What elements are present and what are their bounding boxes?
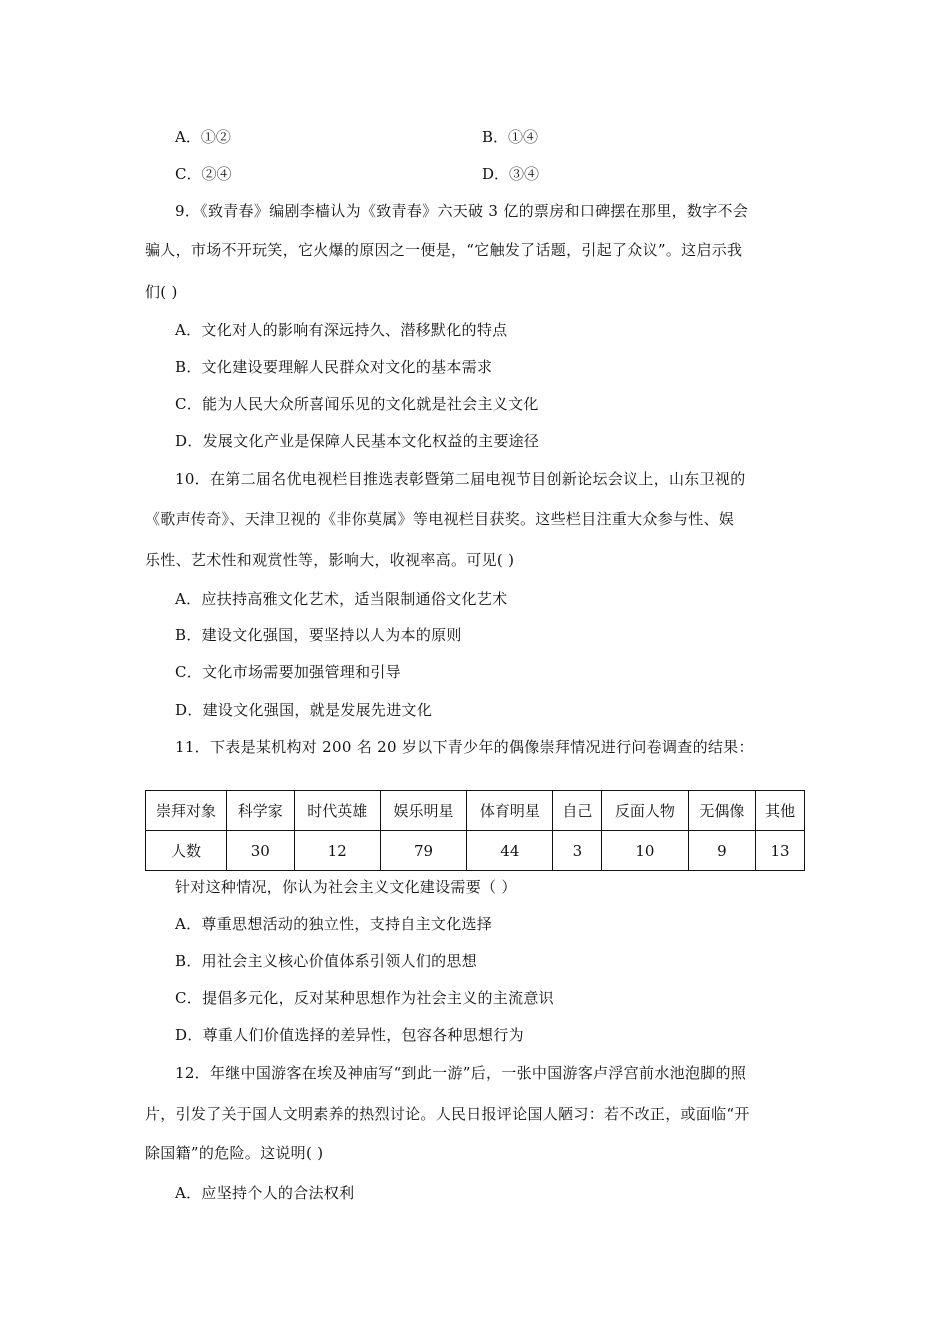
survey-header-cell: 时代英雄 <box>294 791 380 831</box>
q9-stem-line-2: 骗人，市场不开玩笑，它火爆的原因之一便是，“它触发了话题，引起了众议”。这启示我 <box>145 241 743 259</box>
q11-option-b: B．用社会主义核心价值体系引领人们的思想 <box>175 952 478 970</box>
survey-data-cell: 30 <box>227 831 295 871</box>
q12-stem-line-1: 12．年继中国游客在埃及神庙写“到此一游”后，一张中国游客卢浮宫前水池泡脚的照 <box>175 1064 747 1082</box>
q8-option-c: C．②④ <box>175 165 232 183</box>
survey-header-cell: 反面人物 <box>602 791 688 831</box>
survey-table-data-row <box>146 831 805 871</box>
survey-header-cell: 其他 <box>756 791 805 831</box>
survey-header-cell: 娱乐明星 <box>380 791 466 831</box>
survey-data-cell: 3 <box>553 831 602 871</box>
q9-stem-line-3: 们( ) <box>145 283 178 301</box>
q10-stem-line-1: 10．在第二届名优电视栏目推选表彰暨第二届电视节目创新论坛会议上，山东卫视的 <box>175 470 746 488</box>
q11-option-c: C．提倡多元化，反对某种思想作为社会主义的主流意识 <box>175 989 554 1007</box>
survey-header-cell: 自己 <box>553 791 602 831</box>
q9-option-c: C．能为人民大众所喜闻乐见的文化就是社会主义文化 <box>175 395 539 413</box>
q8-option-a: A．①② <box>175 128 231 146</box>
q11-option-d: D．尊重人们价值选择的差异性，包容各种思想行为 <box>175 1026 524 1044</box>
q10-stem-line-3: 乐性、艺术性和观赏性等，影响大，收视率高。可见( ) <box>145 551 515 569</box>
q9-option-d: D．发展文化产业是保障人民基本文化权益的主要途径 <box>175 432 540 450</box>
survey-data-cell: 人数 <box>146 831 227 871</box>
survey-header-cell: 体育明星 <box>467 791 553 831</box>
q12-stem-line-3: 除国籍”的危险。这说明( ) <box>145 1144 324 1162</box>
survey-data-cell: 13 <box>756 831 805 871</box>
q10-option-b: B．建设文化强国，要坚持以人为本的原则 <box>175 626 462 644</box>
survey-header-cell: 崇拜对象 <box>146 791 227 831</box>
q12-option-a: A．应坚持个人的合法权利 <box>175 1184 355 1202</box>
q9-option-b: B．文化建设要理解人民群众对文化的基本需求 <box>175 358 493 376</box>
survey-data-cell: 44 <box>467 831 553 871</box>
q8-option-d: D．③④ <box>482 165 540 183</box>
survey-data-cell: 9 <box>688 831 756 871</box>
survey-header-cell: 无偶像 <box>688 791 756 831</box>
q10-option-d: D．建设文化强国，就是发展先进文化 <box>175 701 433 719</box>
survey-data-cell: 10 <box>602 831 688 871</box>
q10-option-c: C．文化市场需要加强管理和引导 <box>175 663 401 681</box>
survey-data-cell: 79 <box>380 831 466 871</box>
survey-table <box>145 790 805 871</box>
q11-stem-line-2: 针对这种情况，你认为社会主义文化建设需要（ ） <box>175 878 517 896</box>
q10-option-a: A．应扶持高雅文化艺术，适当限制通俗文化艺术 <box>175 590 508 608</box>
survey-table-header-row <box>146 791 805 831</box>
survey-data-cell: 12 <box>294 831 380 871</box>
q11-stem-line-1: 11．下表是某机构对 200 名 20 岁以下青少年的偶像崇拜情况进行问卷调查的结果： <box>175 738 754 756</box>
q8-option-b: B．①④ <box>482 128 539 146</box>
q12-stem-line-2: 片，引发了关于国人文明素养的热烈讨论。人民日报评论国人陋习：若不改正，或面临“开 <box>145 1105 750 1123</box>
q9-stem-line-1: 9．《致青春》编剧李樯认为《致青春》六天破 3 亿的票房和口碑摆在那里，数字不会 <box>175 202 749 220</box>
q10-stem-line-2: 《歌声传奇》、天津卫视的《非你莫属》等电视栏目获奖。这些栏目注重大众参与性、娱 <box>145 510 735 528</box>
survey-header-cell: 科学家 <box>227 791 295 831</box>
q9-option-a: A．文化对人的影响有深远持久、潜移默化的特点 <box>175 321 508 339</box>
q11-option-a: A．尊重思想活动的独立性，支持自主文化选择 <box>175 915 493 933</box>
